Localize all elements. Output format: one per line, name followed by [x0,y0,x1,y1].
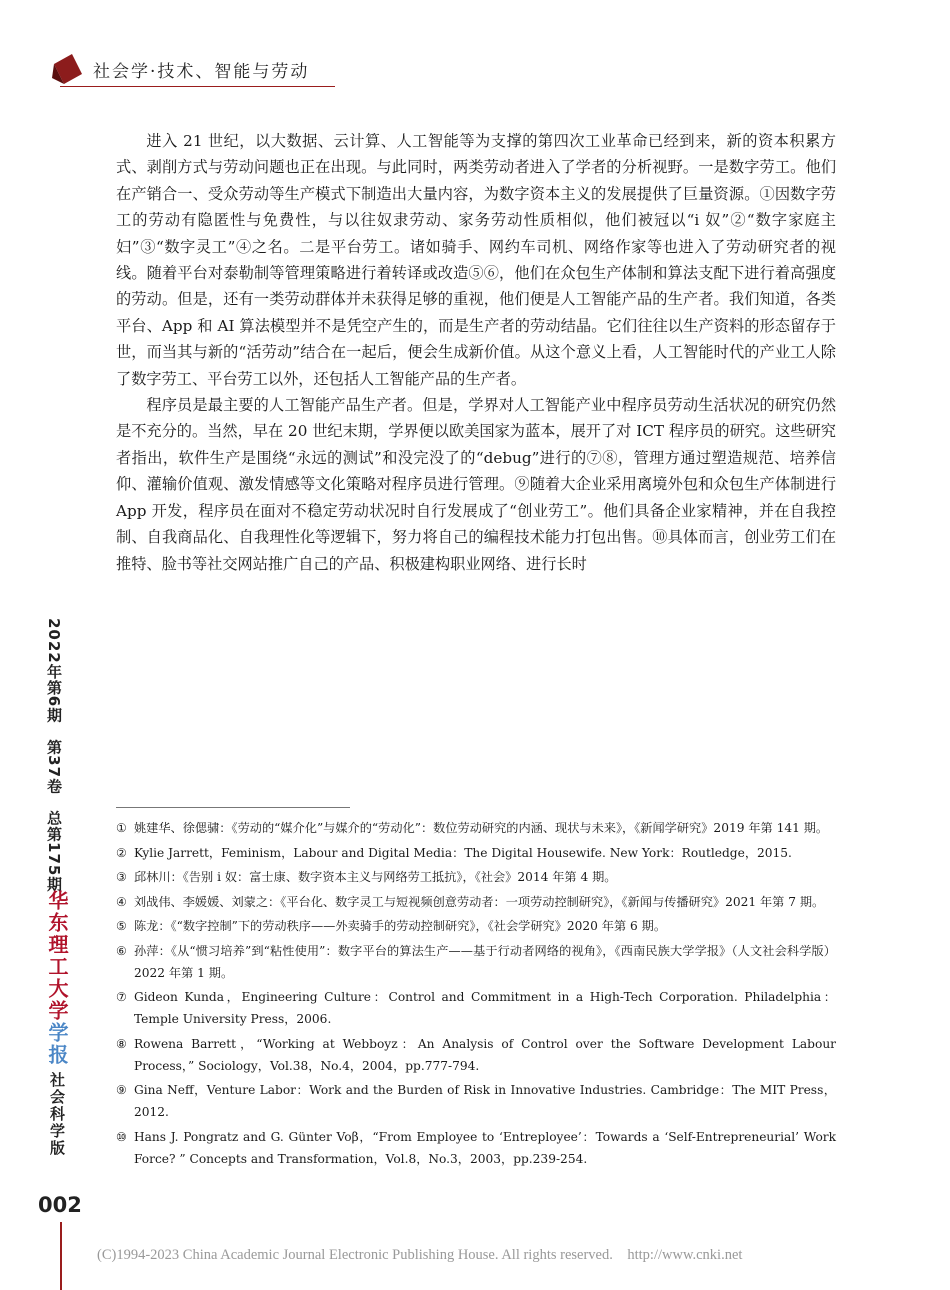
section-title: 社会学·技术、智能与劳动 [93,62,310,82]
footnote-text: Rowena Barrett，“Working at Webboyz：An Analysis of Control over the Software Development Labour Process，” Sociology，Vol.38，No.4，2004，pp.777-794. [134,1036,836,1073]
footnote-item [116,986,836,1030]
footnote-item [116,1126,836,1170]
journal-name-part: 学报 [45,1022,69,1066]
journal-name-part: 华东理工大学 [45,890,69,1022]
footnote-item [116,940,836,984]
footnote-item [116,817,836,839]
footnote-item [116,1079,836,1123]
footnote-number: ⑩ [116,1129,127,1144]
footnote-number: ⑥ [116,943,127,958]
body-text [116,128,836,577]
footnote-number: ⑤ [116,919,127,933]
footnote-text: Hans J. Pongratz and G. Günter Voβ，“From Employee to ‘Entreployee’：Towards a ‘Self-Entrepreneurial’ Work Force? ” Concepts and Transformation，Vol.8，No.3，2003，pp.239-254. [134,1129,836,1166]
footnote-item [116,1033,836,1077]
footnote-number: ⑦ [116,990,127,1004]
footnote-number: ⑧ [116,1036,127,1051]
footnote-text: 刘战伟、李媛媛、刘蒙之：《平台化、数字灵工与短视频创意劳动者：一项劳动控制研究》，《新闻与传播研究》2021 年第 7 期。 [134,894,825,909]
journal-edition: 社会科学版 [48,1072,66,1157]
footnote-item [116,866,836,888]
footnote-text: Kylie Jarrett，Feminism，Labour and Digital Media：The Digital Housewife. New York：Routledge，2015. [134,845,792,860]
footnote-number: ② [116,845,127,860]
footnote-text: 邱林川：《告别 i 奴：富士康、数字资本主义与网络劳工抵抗》，《社会》2014 年第 4 期。 [134,870,617,884]
footnote-text: Gideon Kunda，Engineering Culture：Control and Commitment in a High-Tech Corporation. Philadelphia：Temple University Press，2006. [134,990,836,1026]
copyright-watermark: (C)1994-2023 China Academic Journal Electronic Publishing House. All rights reserved. http://www.cnki.net [97,1247,743,1263]
footnote-text: 陈龙：《“数字控制”下的劳动秩序——外卖骑手的劳动控制研究》，《社会学研究》2020 年第 6 期。 [134,919,667,933]
footnote-text: Gina Neff，Venture Labor：Work and the Burden of Risk in Innovative Industries. Cambridge：The MIT Press，2012. [134,1083,836,1119]
footnote-number: ⑨ [116,1083,127,1097]
footnote-item [116,842,836,864]
issue-info: 2022年第6期 第37卷 总第175期 [45,618,63,893]
footnote-text: 姚建华、徐偲骕：《劳动的“媒介化”与媒介的“劳动化”：数位劳动研究的内涵、现状与未来》，《新闻学研究》2019 年第 141 期。 [134,821,829,835]
page-number: 002 [38,1193,82,1217]
footnote-number: ③ [116,870,127,884]
journal-name [43,890,72,1157]
footnote-text: 孙萍：《从“惯习培养”到“粘性使用”：数字平台的算法生产——基于行动者网络的视角》，《西南民族大学学报》（人文社会科学版）2022 年第 1 期。 [134,943,836,980]
footnote-item [116,915,836,937]
footnotes [116,817,836,1172]
header-diamond-icon [50,52,84,86]
header-rule [60,86,335,87]
footnote-rule [116,807,350,808]
paragraph: 进入 21 世纪，以大数据、云计算、人工智能等为支撑的第四次工业革命已经到来，新的资本积累方式、剥削方式与劳动问题也正在出现。与此同时，两类劳动者进入了学者的分析视野。一是数字劳工。他们在产销合一、受众劳动等生产模式下制造出大量内容，为数字资本主义的发展提供了巨量资源。①因数字劳工的劳动有隐匿性与免费性，与以往奴隶劳动、家务劳动性质相似，他们被冠以“i 奴”②“数字家庭主妇”③“数字灵工”④之名。二是平台劳工。诸如骑手、网约车司机、网络作家等也进入了劳动研究者的视线。随着平台对泰勒制等管理策略进行着转译或改造⑤⑥，他们在众包生产体制和算法支配下进行着高强度的劳动。但是，还有一类劳动群体并未获得足够的重视，他们便是人工智能产品的生产者。我们知道，各类平台、App 和 AI 算法模型并不是凭空产生的，而是生产者的劳动结晶。它们往往以生产资料的形态留存于世，而当其与新的“活劳动”结合在一起后，便会生成新价值。从这个意义上看，人工智能时代的产业工人除了数字劳工、平台劳工以外，还包括人工智能产品的生产者。 [116,132,836,388]
footnote-item [116,891,836,913]
footnote-number: ④ [116,894,127,909]
page-number-rule [60,1222,62,1290]
paragraph: 程序员是最主要的人工智能产品生产者。但是，学界对人工智能产业中程序员劳动生活状况的研究仍然是不充分的。当然，早在 20 世纪末期，学界便以欧美国家为蓝本，展开了对 ICT 程序员的研究。这些研究者指出，软件生产是围绕“永远的测试”和没完没了的“debug”进行的⑦⑧，管理方通过塑造规范、培养信仰、灌输价值观、激发情感等文化策略对程序员进行管理。⑨随着大企业采用离境外包和众包生产体制进行 App 开发，程序员在面对不稳定劳动状况时自行发展成了“创业劳工”。他们具备企业家精神，并在自我控制、自我商品化、自我理性化等逻辑下，努力将自己的编程技术能力打包出售。⑩具体而言，创业劳工们在推特、脸书等社交网站推广自己的产品、积极建构职业网络、进行长时 [116,396,836,573]
footnote-number: ① [116,821,127,835]
